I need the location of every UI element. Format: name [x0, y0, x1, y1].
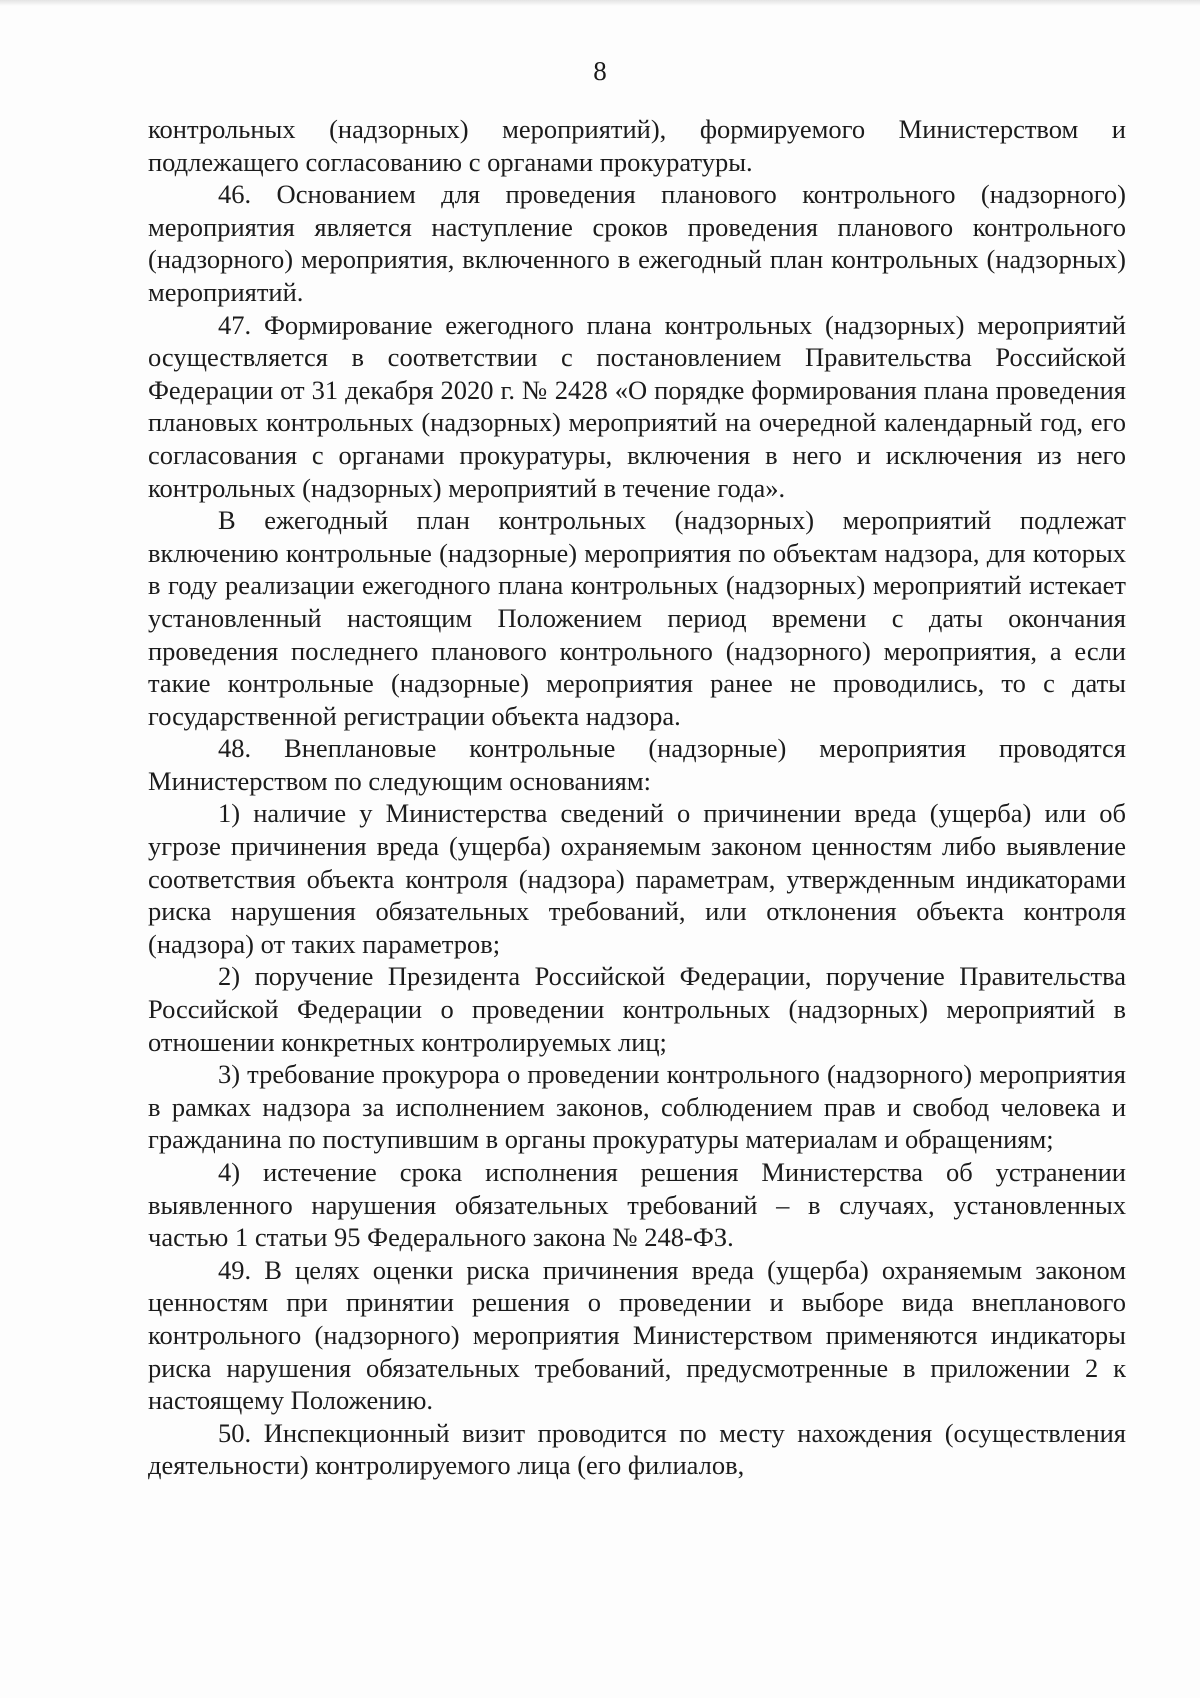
paragraph: В ежегодный план контрольных (надзорных) мероприятий подлежат включению контрольные (надзорные) мероприятия по объектам надзора, для которых в году реализации ежегодного плана контрольных (надзорных) мероприятий истекает установленный настоящим Положением период времени с даты окончания проведения последнего планового контрольного (надзорного) мероприятия, а если такие контрольные (надзорные) мероприятия ранее не проводились, то с даты государственной регистрации объекта надзора.	[148, 505, 1126, 731]
document-body	[148, 113, 1126, 1482]
paragraph: 46. Основанием для проведения планового контрольного (надзорного) мероприятия является наступление сроков проведения планового контрольного (надзорного) мероприятия, включенного в ежегодный план контрольных (надзорных) мероприятий.	[148, 179, 1126, 307]
paragraph: контрольных (надзорных) мероприятий), формируемого Министерством и подлежащего согласованию с органами прокуратуры.	[148, 114, 1126, 177]
paragraph: 49. В целях оценки риска причинения вреда (ущерба) охраняемым законом ценностям при принятии решения о проведении и выборе вида внепланового контрольного (надзорного) мероприятия Министерством применяются индикаторы риска нарушения обязательных требований, предусмотренные в приложении 2 к настоящему Положению.	[148, 1254, 1126, 1416]
paragraph: 4) истечение срока исполнения решения Министерства об устранении выявленного нарушения обязательных требований – в случаях, установленных частью 1 статьи 95 Федерального закона № 248-ФЗ.	[148, 1157, 1126, 1253]
page-number: 8	[593, 56, 607, 86]
paragraph: 2) поручение Президента Российской Федерации, поручение Правительства Российской Федерации о проведении контрольных (надзорных) мероприятий в отношении конкретных контролируемых лиц;	[148, 961, 1126, 1057]
paragraph: 48. Внеплановые контрольные (надзорные) мероприятия проводятся Министерством по следующим основаниям:	[148, 733, 1126, 796]
paragraph: 3) требование прокурора о проведении контрольного (надзорного) мероприятия в рамках надзора за исполнением законов, соблюдением прав и свобод человека и гражданина по поступившим в органы прокуратуры материалам и обращениям;	[148, 1059, 1126, 1155]
paragraph: 1) наличие у Министерства сведений о причинении вреда (ущерба) или об угрозе причинения вреда (ущерба) охраняемым законом ценностям либо выявление соответствия объекта контроля (надзора) параметрам, утвержденным индикаторами риска нарушения обязательных требований, или отклонения объекта контроля (надзора) от таких параметров;	[148, 798, 1126, 959]
paragraph: 50. Инспекционный визит проводится по месту нахождения (осуществления деятельности) контролируемого лица (его филиалов,	[148, 1417, 1126, 1481]
scan-edge-shadow	[0, 0, 1200, 6]
paragraph: 47. Формирование ежегодного плана контрольных (надзорных) мероприятий осуществляется в соответствии с постановлением Правительства Российской Федерации от 31 декабря 2020 г. № 2428 «О порядке формирования плана проведения плановых контрольных (надзорных) мероприятий на очередной календарный год, его согласования с органами прокуратуры, включения в него и исключения из него контрольных (надзорных) мероприятий в течение года».	[148, 309, 1126, 503]
